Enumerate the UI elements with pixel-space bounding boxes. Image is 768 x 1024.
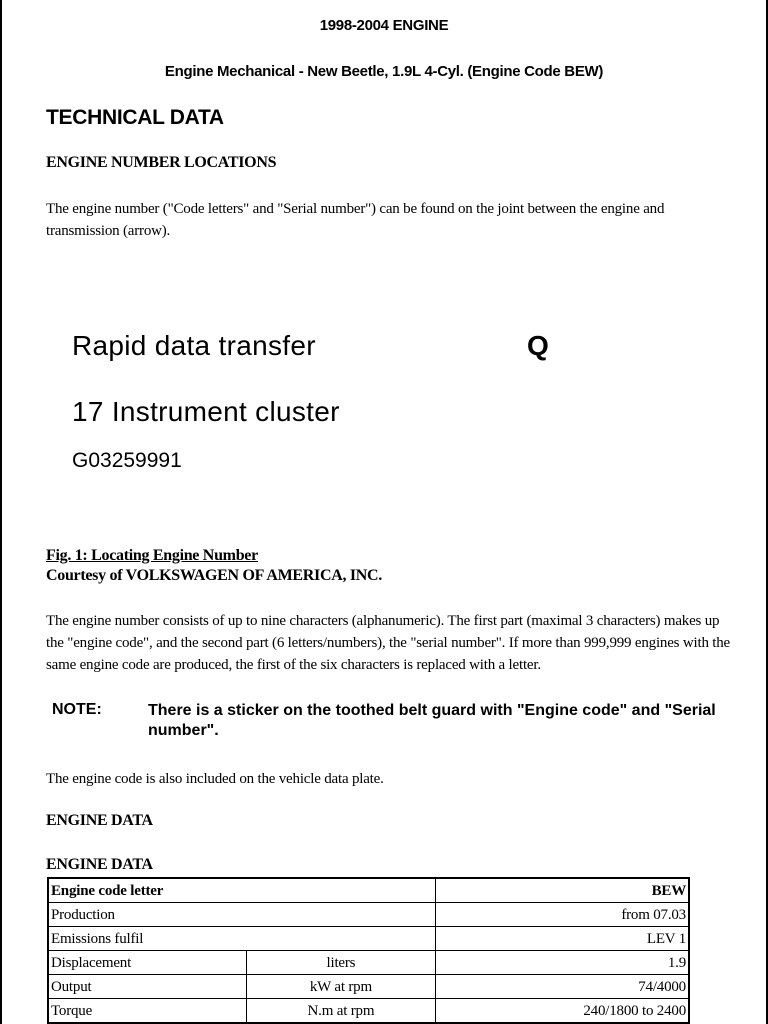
table-header-value: BEW	[436, 878, 689, 903]
note-text: There is a sticker on the toothed belt guard with "Engine code" and "Serial number".	[148, 702, 716, 739]
table-cell-unit: N.m at rpm	[246, 999, 435, 1024]
locations-heading: ENGINE NUMBER LOCATIONS	[46, 154, 277, 171]
table-row	[48, 975, 689, 999]
section-title: TECHNICAL DATA	[46, 106, 224, 129]
table-cell-label: Torque	[48, 999, 246, 1024]
engine-data-heading: ENGINE DATA	[46, 812, 153, 829]
table-header-row	[48, 878, 689, 903]
table-cell-label: Displacement	[48, 951, 246, 975]
table-cell-value: LEV 1	[436, 927, 689, 951]
table-cell-unit: kW at rpm	[246, 975, 435, 999]
table-cell-value: 74/4000	[436, 975, 689, 999]
locations-paragraph: The engine number ("Code letters" and "Serial number") can be found on the joint between the engine and transmission (arrow).	[46, 201, 665, 239]
table-cell-value: 1.9	[436, 951, 689, 975]
engine-number-paragraph: The engine number consists of up to nine characters (alphanumeric). The first part (maximal 3 characters) makes up the "engine code", and the second part (6 letters/numbers), the "serial number". If more than 999,999 engines with the same engine code are produced, the first of the six characters is replaced with a letter.	[46, 613, 731, 673]
table-row	[48, 903, 689, 927]
table-row	[48, 999, 689, 1024]
table-row	[48, 951, 689, 975]
table-cell-label: Output	[48, 975, 246, 999]
figure-screen-q: Q	[527, 330, 549, 361]
table-cell-label: Production	[48, 903, 436, 927]
table-header-label: Engine code letter	[48, 878, 436, 903]
figure-caption-title[interactable]: Fig. 1: Locating Engine Number	[46, 547, 258, 564]
table-cell-value: from 07.03	[436, 903, 689, 927]
table-cell-label: Emissions fulfil	[48, 927, 436, 951]
figure-screen-line2: 17 Instrument cluster	[72, 396, 340, 427]
page-border-left	[0, 0, 2, 1024]
figure-caption-courtesy: Courtesy of VOLKSWAGEN OF AMERICA, INC.	[46, 567, 382, 584]
figure-screen-line1: Rapid data transfer	[72, 330, 316, 361]
figure-screen-line3: G03259991	[72, 449, 182, 472]
table-title: ENGINE DATA	[46, 856, 153, 873]
document-subheader: Engine Mechanical - New Beetle, 1.9L 4-Cyl. (Engine Code BEW)	[164, 63, 604, 80]
document-header: 1998-2004 ENGINE	[319, 17, 449, 34]
table-cell-unit: liters	[246, 951, 435, 975]
figure-caption	[46, 546, 382, 586]
note-label: NOTE:	[52, 701, 102, 718]
engine-data-table	[47, 877, 690, 1024]
plate-paragraph: The engine code is also included on the vehicle data plate.	[46, 771, 384, 787]
table-cell-value: 240/1800 to 2400	[436, 999, 689, 1024]
table-row	[48, 927, 689, 951]
